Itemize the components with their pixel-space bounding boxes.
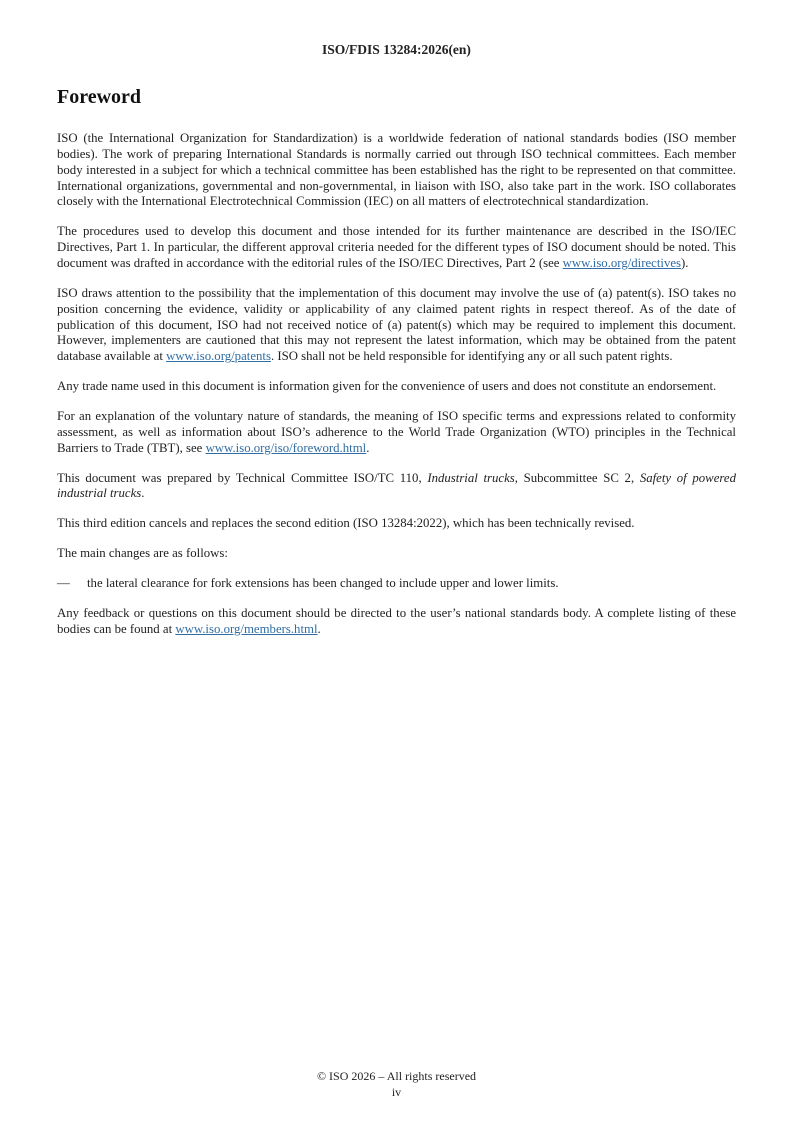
text-run: ). — [681, 256, 689, 271]
document-reference: ISO/FDIS 13284:2026(en) — [322, 42, 471, 57]
page-number: iv — [391, 1084, 402, 1099]
paragraph — [57, 131, 736, 210]
text-run: . ISO shall not be held responsible for identifying any or all such patent rights. — [270, 349, 673, 364]
text-run: The main changes are as follows: — [57, 546, 228, 561]
hyperlink[interactable]: www.iso.org/iso/foreword.html — [205, 440, 367, 455]
foreword-section — [0, 86, 793, 638]
hyperlink[interactable]: www.iso.org/patents — [166, 349, 271, 364]
text-run: The procedures used to develop this document and those intended for its further maintenance are described in the ISO/IEC Directives, Part 1. In particular, the different approval criteria needed for the different types of ISO document should be noted. This document was drafted in accordance with the editorial rules of the ISO/IEC Directives, Part 2 (see — [57, 224, 736, 271]
hyperlink[interactable]: www.iso.org/members.html — [175, 621, 318, 636]
text-run: Any trade name used in this document is information given for the convenience of users and does not constitute an endorsement. — [57, 379, 717, 394]
document-header — [0, 0, 793, 58]
paragraph — [57, 286, 736, 365]
paragraph — [57, 516, 736, 532]
copyright-notice: © ISO 2026 – All rights reserved — [316, 1068, 477, 1083]
text-run: the lateral clearance for fork extensions has been changed to include upper and lower limits. — [87, 576, 559, 591]
foreword-paragraphs — [57, 131, 736, 638]
paragraph — [57, 546, 736, 562]
list-item-text — [87, 576, 736, 592]
text-run: ISO (the International Organization for Standardization) is a worldwide federation of national standards bodies (ISO member bodies). The work of preparing International Standards is normally carried out through ISO technical committees. Each member body interested in a subject for which a technical committee has been established has the right to be represented on that committee. International organizations, governmental and non-governmental, in liaison with ISO, also take part in the work. ISO collaborates closely with the International Electrotechnical Commission (IEC) on all matters of electrotechnical standardization. — [57, 131, 736, 209]
text-run: . — [141, 486, 145, 501]
text-run: ISO draws attention to the possibility that the implementation of this document may involve the use of (a) patent(s). ISO takes no position concerning the evidence, validity or applicability of any claimed patent rights in respect thereof. As of the date of publication of this document, ISO had not received notice of (a) patent(s) which may be required to implement this document. However, implementers are cautioned that this may not represent the latest information, which may be obtained from the patent database available at — [57, 285, 736, 364]
list-item — [57, 576, 736, 592]
paragraph — [57, 379, 736, 395]
paragraph — [57, 409, 736, 457]
dash-marker: — — [57, 576, 70, 591]
italic-text: Safety of powered industrial trucks — [57, 470, 736, 501]
text-run: For an explanation of the voluntary nature of standards, the meaning of ISO specific terms and expressions related to conformity assessment, as well as information about ISO’s adherence to the World Trade Organization (WTO) principles in the Technical Barriers to Trade (TBT), see — [57, 409, 736, 455]
section-title: Foreword — [57, 86, 142, 108]
text-run: This third edition cancels and replaces the second edition (ISO 13284:2022), which has been technically revised. — [57, 516, 635, 531]
hyperlink[interactable]: www.iso.org/directives — [562, 256, 682, 271]
paragraph — [57, 471, 736, 503]
text-run: . — [366, 440, 370, 455]
text-run: Any feedback or questions on this document should be directed to the user’s national standards body. A complete listing of these bodies can be found at — [57, 605, 736, 636]
text-run: . — [317, 621, 321, 636]
document-footer — [0, 1068, 793, 1100]
paragraph — [57, 224, 736, 272]
text-run: , Subcommittee SC 2, — [514, 470, 640, 485]
text-run: This document was prepared by Technical Committee ISO/TC 110, — [57, 470, 428, 485]
paragraph — [57, 606, 736, 638]
italic-text: Industrial trucks — [427, 470, 515, 485]
